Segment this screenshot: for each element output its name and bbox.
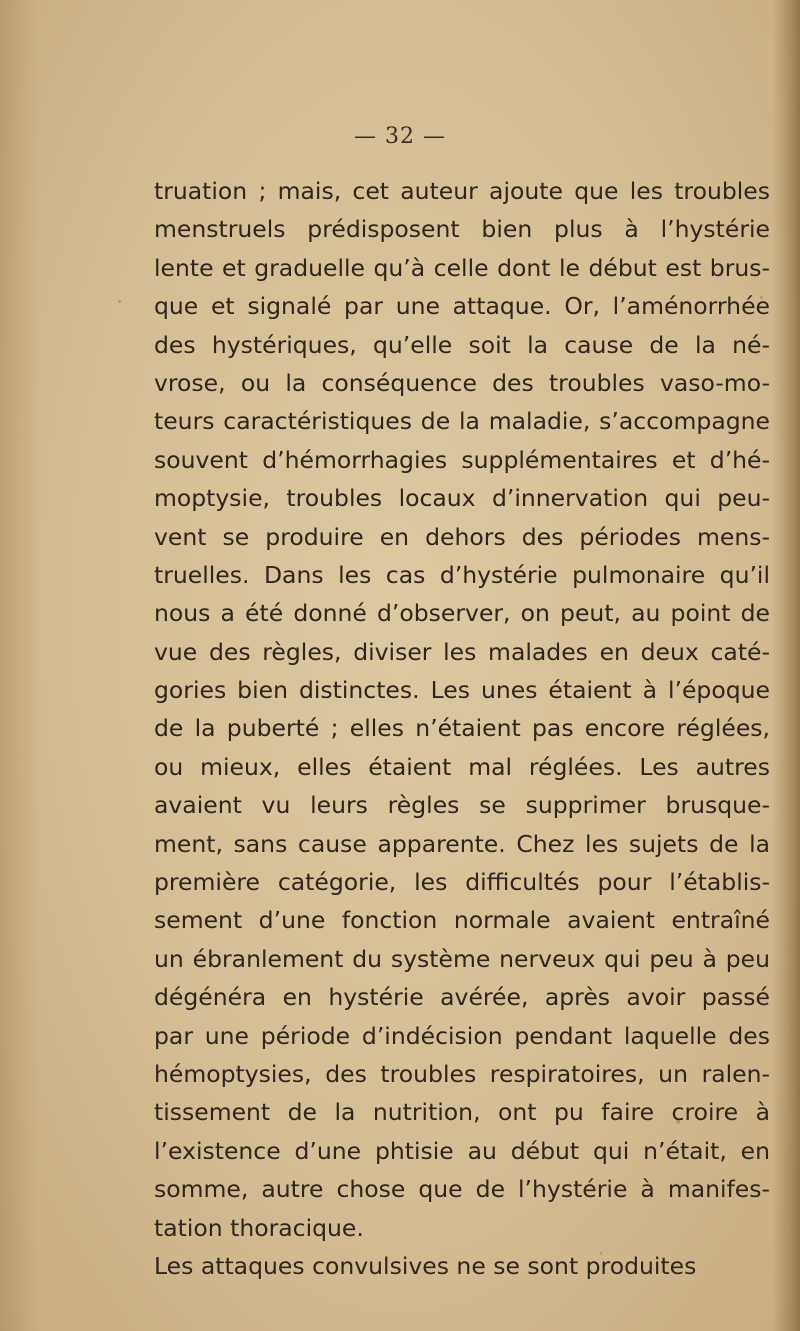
text-line: que et signalé par une attaque. Or, l’aménorrhée: [154, 292, 770, 321]
text-line: nous a été donné d’observer, on peut, au point de: [154, 599, 770, 628]
text-line: gories bien distinctes. Les unes étaient à l’époque: [154, 676, 770, 705]
text-line: souvent d’hémorrhagies supplémentaires et d’hé-: [154, 445, 770, 474]
text-line: des hystériques, qu’elle soit la cause de la né-: [154, 330, 770, 359]
text-line: vrose, ou la conséquence des troubles vaso-mo-: [154, 368, 770, 397]
text-line: l’existence d’une phtisie au début qui n’était, en: [154, 1136, 770, 1165]
text-line: hémoptysies, des troubles respiratoires, un ralen-: [154, 1059, 770, 1088]
text-line: avaient vu leurs règles se supprimer brusque-: [154, 791, 770, 820]
body-text: [154, 172, 770, 1285]
text-line: lente et graduelle qu’à celle dont le début est brus-: [154, 253, 770, 282]
text-line-paragraph-end: tation thoracique.: [154, 1213, 364, 1242]
text-line: truelles. Dans les cas d’hystérie pulmonaire qu’il: [154, 560, 770, 589]
page-number: — 32 —: [354, 124, 446, 149]
text-line: par une période d’indécision pendant laquelle des: [154, 1021, 770, 1050]
text-line: dégénéra en hystérie avérée, après avoir passé: [154, 983, 770, 1012]
page-shadow-left: [0, 0, 40, 1331]
text-line: menstruels prédisposent bien plus à l’hystérie: [154, 215, 770, 244]
text-line: somme, autre chose que de l’hystérie à manifes-: [154, 1175, 770, 1204]
text-line: vue des règles, diviser les malades en deux caté-: [154, 637, 770, 666]
text-line-new-paragraph: Les attaques convulsives ne se sont produites: [154, 1251, 697, 1280]
text-line: ou mieux, elles étaient mal réglées. Les autres: [154, 752, 770, 781]
text-line: sement d’une fonction normale avaient entraîné: [154, 906, 770, 935]
text-line: moptysie, troubles locaux d’innervation qui peu-: [154, 484, 770, 513]
text-line: de la puberté ; elles n’étaient pas encore réglées,: [154, 714, 770, 743]
text-line: vent se produire en dehors des périodes mens-: [154, 522, 770, 551]
text-line: première catégorie, les difficultés pour l’établis-: [154, 868, 770, 897]
text-line: tissement de la nutrition, ont pu faire croire à: [154, 1098, 770, 1127]
text-line: un ébranlement du système nerveux qui peu à peu: [154, 944, 770, 973]
paper-speck: [118, 300, 121, 303]
text-line: teurs caractéristiques de la maladie, s’accompagne: [154, 407, 770, 436]
page-shadow-right: [772, 0, 800, 1331]
text-line: ment, sans cause apparente. Chez les sujets de la: [154, 829, 770, 858]
text-line: truation ; mais, cet auteur ajoute que les troubles: [154, 177, 770, 205]
